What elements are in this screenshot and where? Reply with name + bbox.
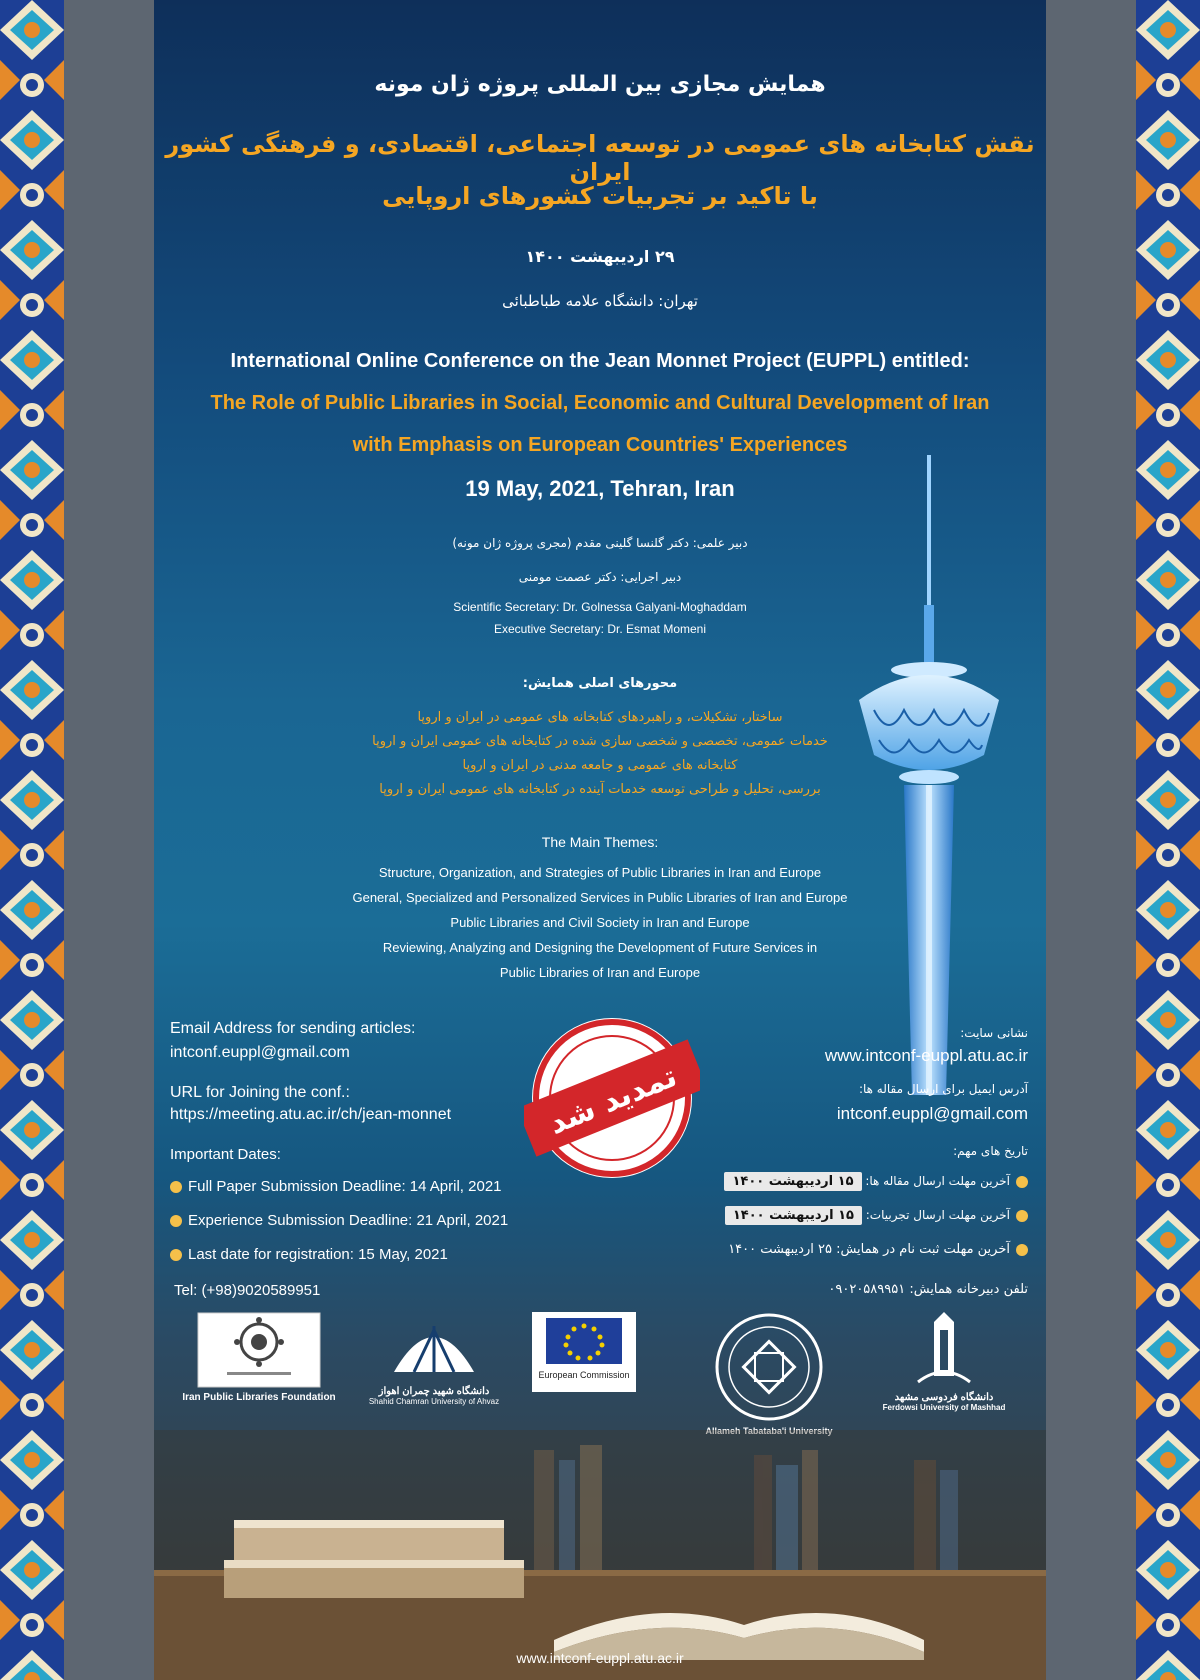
fa-executive-secretary: دبیر اجرایی: دکتر عصمت مومنی: [518, 570, 682, 584]
fa-tel-text: تلفن دبیرخانه همایش: ۰۹۰۲۰۵۸۹۹۵۱: [828, 1282, 1028, 1297]
fa-theme-item: کتابخانه های عمومی و جامعه مدنی در ایران و اروپا: [462, 758, 738, 773]
fa-email-link[interactable]: intconf.euppl@gmail.com: [836, 1104, 1028, 1123]
conference-poster: [154, 0, 1046, 1680]
en-theme-item: Public Libraries of Iran and Europe: [499, 965, 701, 980]
tel-text: Tel: (+98)9020589951: [174, 1282, 321, 1299]
partner-logos: [154, 1312, 1046, 1442]
bullet-icon: [1016, 1176, 1028, 1188]
fa-themes-list: [154, 706, 1046, 802]
logo-iran-public-libraries: Iran Public Libraries Foundation: [174, 1312, 344, 1403]
date-item: Full Paper Submission Deadline: 14 April, 2021: [170, 1178, 590, 1195]
fa-date-item: آخرین مهلت ارسال مقاله ها: ۱۵ اردیبهشت ۱۴۰۰: [608, 1172, 1028, 1191]
fa-title: همایش مجازی بین المللی پروژه ژان مونه: [374, 72, 826, 97]
url-link[interactable]: https://meeting.atu.ac.ir/ch/jean-monnet: [170, 1106, 452, 1123]
footer-website-link[interactable]: www.intconf-euppl.atu.ac.ir: [516, 1650, 684, 1666]
bullet-icon: [170, 1249, 182, 1261]
date-item: Last date for registration: 15 May, 2021: [170, 1246, 590, 1263]
fa-theme-item: بررسی، تحلیل و طراحی توسعه خدمات آینده در کتابخانه های عمومی ایران و اروپا: [379, 782, 821, 797]
logo-shahid-chamran: دانشگاه شهید چمران اهواز Shahid Chamran University of Ahvaz: [364, 1312, 504, 1406]
tile-pattern-right: [1136, 0, 1200, 1680]
url-label: URL for Joining the conf.:: [170, 1084, 350, 1101]
bullet-icon: [170, 1181, 182, 1193]
stamp-text: تمدید شد: [543, 1058, 682, 1142]
fa-scientific-secretary: دبیر علمی: دکتر گلنسا گلینی مقدم (مجری پروژه ژان مونه): [452, 536, 748, 550]
fa-date-item: آخرین مهلت ثبت نام در همایش: ۲۵ اردیبهشت ۱۴۰۰: [608, 1242, 1028, 1257]
eu-flag-icon: [532, 1312, 636, 1392]
fa-date: ۲۹ اردیبهشت ۱۴۰۰: [525, 247, 675, 266]
en-scientific-secretary: Scientific Secretary: Dr. Golnessa Galyani-Moghaddam: [453, 600, 747, 614]
en-title: International Online Conference on the Jean Monnet Project (EUPPL) entitled:: [230, 350, 970, 372]
bullet-icon: [1016, 1210, 1028, 1222]
shahid-chamran-icon: [384, 1312, 484, 1382]
email-link[interactable]: intconf.euppl@gmail.com: [170, 1044, 350, 1061]
fa-theme-item: ساختار، تشکیلات، و راهبردهای کتابخانه های عمومی در ایران و اروپا: [417, 710, 783, 725]
fa-subtitle-2: با تاکید بر تجربیات کشورهای اروپایی: [382, 182, 818, 210]
email-label: Email Address for sending articles:: [170, 1020, 416, 1037]
bullet-icon: [1016, 1244, 1028, 1256]
fa-place: تهران: دانشگاه علامه طباطبائی: [502, 292, 698, 310]
en-subtitle-1: The Role of Public Libraries in Social, Economic and Cultural Development of Iran: [210, 392, 990, 414]
en-subtitle-2: with Emphasis on European Countries' Experiences: [352, 434, 848, 456]
logo-ferdowsi: دانشگاه فردوسی مشهد Ferdowsi University of Mashhad: [874, 1312, 1014, 1412]
tile-pattern-left: [0, 0, 64, 1680]
fa-email-label: آدرس ایمیل برای ارسال مقاله ها:: [858, 1082, 1028, 1096]
logo-european-commission: [524, 1312, 644, 1396]
en-theme-item: General, Specialized and Personalized Services in Public Libraries of Iran and Europe: [352, 890, 848, 905]
en-date: 19 May, 2021, Tehran, Iran: [465, 476, 735, 501]
en-themes-title: The Main Themes:: [541, 834, 659, 850]
fa-date-item: آخرین مهلت ارسال تجربیات: ۱۵ اردیبهشت ۱۴۰۰: [608, 1206, 1028, 1225]
svg-text:European Commission: European Commission: [538, 1370, 630, 1380]
fa-subtitle-1: نقش کتابخانه های عمومی در توسعه اجتماعی، اقتصادی، و فرهنگی کشور ایران: [165, 130, 1035, 186]
dates-label: Important Dates:: [170, 1146, 281, 1163]
en-theme-item: Structure, Organization, and Strategies of Public Libraries in Iran and Europe: [378, 865, 822, 880]
date-item: Experience Submission Deadline: 21 April, 2021: [170, 1212, 590, 1229]
libraries-foundation-icon: [197, 1312, 321, 1388]
fa-dates-label: تاریخ های مهم:: [953, 1144, 1028, 1158]
fa-site-link[interactable]: www.intconf-euppl.atu.ac.ir: [824, 1046, 1028, 1065]
ferdowsi-university-icon: [904, 1312, 984, 1388]
en-theme-item: Public Libraries and Civil Society in Iran and Europe: [450, 915, 750, 930]
bullet-icon: [170, 1215, 182, 1227]
fa-site-label: نشانی سایت:: [960, 1026, 1028, 1040]
logo-allameh-tabatabai: Allameh Tabataba'i University: [694, 1312, 844, 1436]
fa-theme-item: خدمات عمومی، تخصصی و شخصی سازی شده در کتابخانه های عمومی ایران و اروپا: [372, 734, 828, 749]
en-executive-secretary: Executive Secretary: Dr. Esmat Momeni: [493, 622, 707, 636]
books-illustration: [154, 1430, 1046, 1680]
gray-border-left: [64, 0, 154, 1680]
en-themes-list: [154, 860, 1046, 985]
allameh-tabatabai-icon: [714, 1312, 824, 1422]
gray-border-right: [1046, 0, 1136, 1680]
en-theme-item: Reviewing, Analyzing and Designing the Development of Future Services in: [382, 940, 818, 955]
fa-themes-title: محورهای اصلی همایش:: [522, 676, 678, 691]
